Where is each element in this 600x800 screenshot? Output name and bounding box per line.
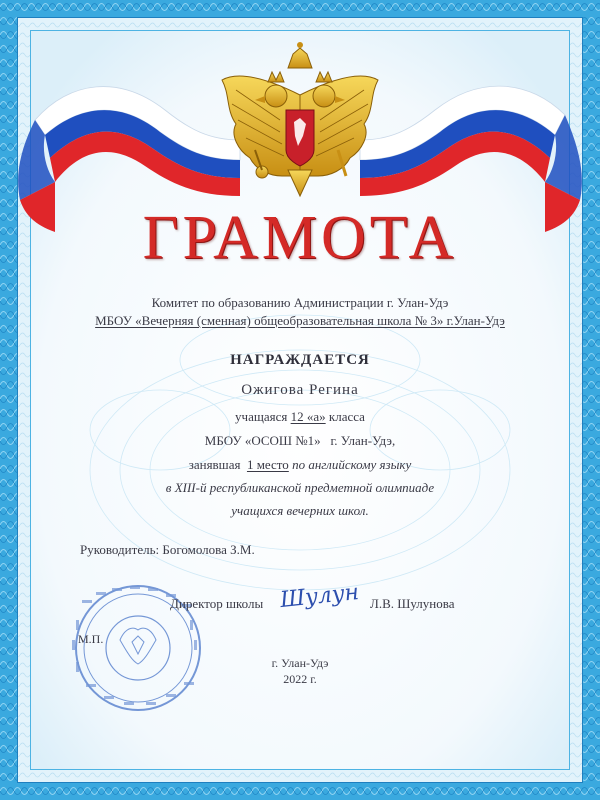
place-line — [0, 457, 600, 473]
signature: Шулун — [278, 579, 361, 614]
supervisor: Руководитель: Богомолова З.М. — [80, 542, 255, 557]
year: 2022 г. — [283, 672, 317, 686]
issuer-line-1: Комитет по образованию Администрации г. Улан-Удэ — [151, 295, 449, 310]
place-subject: по английскому языку — [292, 457, 412, 472]
director-name: Л.В. Шулунова — [370, 596, 455, 611]
student-class-line — [0, 409, 600, 425]
issuer-line-2: МБОУ «Вечерняя (сменная) общеобразовательная школа № 3» г.Улан-Удэ — [95, 313, 505, 328]
place-city: г. Улан-Удэ — [271, 656, 329, 670]
student-suffix: класса — [328, 409, 365, 424]
school-name: МБОУ «ОСОШ №1» — [204, 433, 321, 448]
place-prefix: занявшая — [188, 457, 241, 472]
place-value: 1 место — [246, 457, 289, 472]
student-prefix: учащаяся — [235, 409, 288, 424]
awarded-heading: НАГРАЖДАЕТСЯ — [230, 352, 370, 368]
stamp-mark: М.П. — [78, 632, 104, 646]
student-class: 12 «а» — [290, 409, 326, 424]
certificate-title: ГРАМОТА — [142, 204, 458, 272]
director-label: Директор школы — [170, 596, 264, 611]
recipient-name: Ожигова Регина — [241, 382, 359, 398]
olympiad-line: в XIII-й республиканской предметной олимпиаде — [165, 480, 435, 495]
school-city: г. Улан-Удэ, — [330, 433, 396, 448]
olympiad-line-2: учащихся вечерних школ. — [231, 503, 369, 518]
school-line — [0, 433, 600, 449]
